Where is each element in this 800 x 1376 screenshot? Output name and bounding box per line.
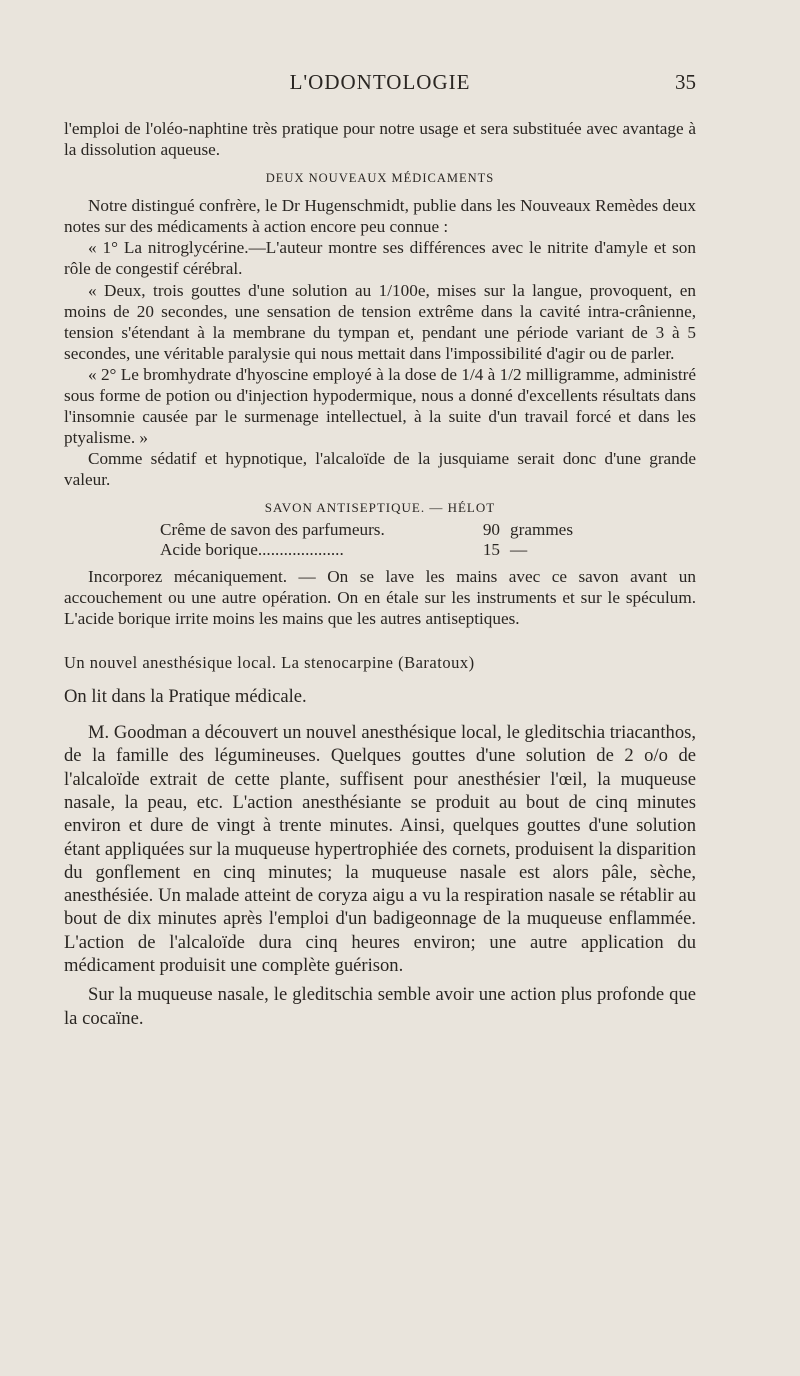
recipe-unit: grammes	[510, 519, 574, 539]
paragraph: Notre distingué confrère, le Dr Hugenschmidt, publie dans les Nouveaux Remèdes deux notes sur des médicaments à action encore peu connue :	[64, 196, 696, 237]
section-title-medicaments: DEUX NOUVEAUX MÉDICAMENTS	[265, 171, 495, 186]
lead-line: On lit dans la Pratique médicale.	[64, 685, 307, 707]
recipe-quantity: 90	[482, 519, 500, 539]
recipe-ingredient: Crême de savon des parfumeurs.	[160, 519, 385, 539]
page-body	[64, 118, 696, 1030]
recipe-quantity: 15	[482, 539, 500, 559]
section-title-anesthesique: Un nouvel anesthésique local. La stenocarpine (Baratoux)	[64, 652, 475, 672]
page-number: 35	[675, 70, 696, 94]
paragraph: M. Goodman a découvert un nouvel anesthésique local, le gleditschia triacanthos, de la famille des légumineuses. Quelques gouttes d'une solution de 2 o/o de l'alcaloïde extrait de cette plante, suffisent pour anesthésier l'œil, la muqueuse nasale, la peau, etc. L'action anesthésiante se produit au bout de cinq minutes environ et dure de vingt à trente minutes. Ainsi, quelques gouttes d'une solution étant appliquées sur la muqueuse hypertrophiée des cornets, produisent la disparition du gonflement en cinq minutes; la muqueuse nasale est alors pâle, sèche, anesthésiée. Un malade atteint de coryza aigu a vu la respiration nasale se rétablir au bout de dix minutes après l'emploi d'un badigeonnage de la muqueuse enflammée. L'action de l'alcaloïde dura cinq heures environ; une autre application du médicament produisit une complète guérison.	[64, 722, 696, 977]
small-text-block	[64, 118, 696, 629]
intro-paragraph: l'emploi de l'oléo-naphtine très pratique pour notre usage et sera substituée avec avantage à la dissolution aqueuse.	[64, 119, 696, 160]
running-title: L'ODONTOLOGIE	[289, 70, 471, 94]
large-text-block	[64, 685, 696, 1030]
paragraph: « Deux, trois gouttes d'une solution au 1/100e, mises sur la langue, provoquent, en moins de 20 secondes, une sensation de tension extrême dans la cavité intra-crânienne, tension s'étendant à la membrane du tympan et, pendant une période variant de 3 à 5 secondes, une véritable paralysie qui nous mettait dans l'impossibilité d'agir ou de parler.	[64, 280, 696, 363]
paragraph: « 2° Le bromhydrate d'hyoscine employé à la dose de 1/4 à 1/2 milligramme, administré sous forme de potion ou d'injection hypodermique, nous a donné d'excellents résultats dans l'insomnie causée par le surmenage intellectuel, à la suite d'un travail forcé et dans les ptyalisme. »	[64, 364, 696, 448]
paragraph: Comme sédatif et hypnotique, l'alcaloïde de la jusquiame serait donc d'une grande valeur.	[64, 449, 696, 490]
paragraph: « 1° La nitroglycérine.—L'auteur montre ses différences avec le nitrite d'amyle et son rôle de congestif cérébral.	[64, 238, 696, 279]
page-header	[64, 70, 696, 100]
recipe-row	[64, 520, 696, 540]
recipe-text: Incorporez mécaniquement. — On se lave les mains avec ce savon avant un accouchement ou une autre opération. On en étale sur les instruments et sur le spéculum. L'acide borique irrite moins les mains que les autres antiseptiques.	[64, 566, 696, 628]
recipe-ingredient: Acide borique....................	[160, 539, 344, 559]
recipe-title: SAVON ANTISEPTIQUE. — HÉLOT	[264, 499, 496, 515]
recipe-row	[64, 540, 696, 560]
paragraph: Sur la muqueuse nasale, le gleditschia semble avoir une action plus profonde que la cocaïne.	[64, 984, 696, 1029]
recipe-unit: —	[510, 539, 528, 559]
